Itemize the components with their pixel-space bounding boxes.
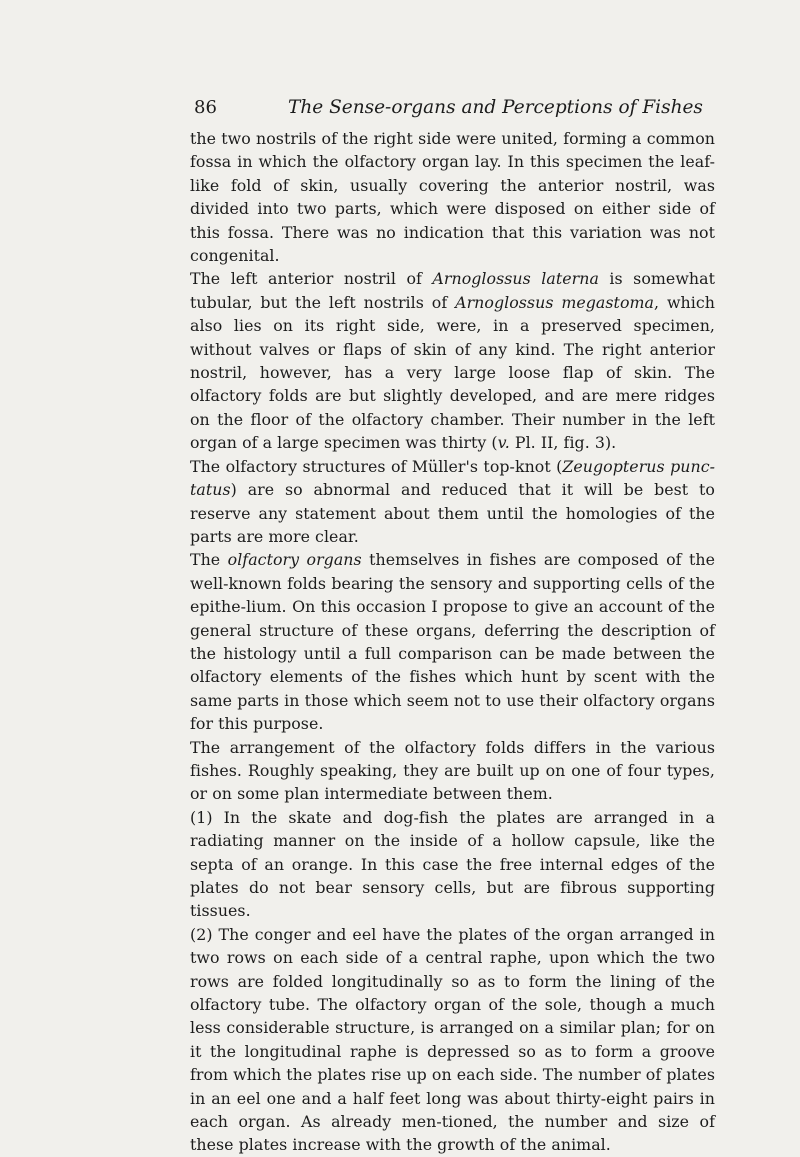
page-number: 86 (194, 97, 217, 118)
paragraph-2 (190, 267, 715, 454)
paragraph-1: the two nostrils of the right side were united, forming a common fossa in which the olfactory organ lay. In this specimen the leaf-like fold of skin, usually covering the anterior nostril, was divided into two parts, which were disposed on either side of this fossa. There was no indication that this variation was not congenital. (190, 129, 715, 266)
p2-text-c: , which also lies on its right side, were, in a preserved specimen, without valves or flaps of skin of any kind. The right anterior nostril, however, has a very large loose flap of skin. The olfactory folds are but slightly developed, and are mere ridges on the floor of the olfactory chamber. Their number in the left organ of a large specimen was thirty ( (190, 292, 715, 453)
page-header (190, 95, 715, 127)
paragraph-4 (190, 548, 715, 735)
p2-text-b: is somewhat tubular, but the left nostrils of (190, 269, 715, 312)
p3-text-b: ) are so abnormal and reduced that it will be best to reserve any statement about them until the homologies of the parts are more clear. (190, 480, 715, 546)
species-arnoglossus-laterna: Arnoglossus laterna (432, 269, 599, 289)
species-arnoglossus-megastoma: Arnoglossus megastoma (455, 292, 655, 312)
body-text (190, 127, 715, 1157)
p4-text-b: themselves in fishes are composed of the well-known folds bearing the sensory and supporting cells of the epithe-lium. On this occasion I propose to give an account of the general structure of these organs, deferring the description of the histology until a full comparison can be made between the olfactory elements of the fishes which hunt by scent with the same parts in those which seem not to use their olfactory organs for this purpose. (190, 550, 716, 734)
p2-text-d: Pl. II, fig. 3). (509, 433, 617, 453)
paragraph-5: The arrangement of the olfactory folds differs in the various fishes. Roughly speaking, they are built up on one of four types, or on some plan intermediate between them. (190, 737, 715, 804)
book-page (190, 95, 715, 1157)
vide-abbrev: v. (497, 433, 510, 453)
p4-text-a: The (190, 550, 228, 570)
term-olfactory-organs: olfactory organs (227, 550, 362, 570)
p3-text-a: The olfactory structures of Müller's top-knot ( (190, 456, 563, 476)
species-zeugopterus-punctatus: Zeugopterus punc-tatus (190, 456, 715, 500)
paragraph-6: (1) In the skate and dog-fish the plates are arranged in a radiating manner on the inside of a hollow capsule, like the septa of an orange. In this case the free internal edges of the plates do not bear sensory cells, but are fibrous supporting tissues. (190, 807, 715, 921)
paragraph-3 (190, 455, 715, 549)
running-title: The Sense-organs and Perceptions of Fishes (288, 97, 703, 118)
p2-text-a: The left anterior nostril of (190, 269, 433, 289)
paragraph-7: (2) The conger and eel have the plates of the organ arranged in two rows on each side of a central raphe, upon which the two rows are folded longitudinally so as to form the lining of the olfactory tube. The olfactory organ of the sole, though a much less considerable structure, is arranged on a similar plan; for on it the longitudinal raphe is depressed so as to form a groove from which the plates rise up on each side. The number of plates in an eel one and a half feet long was about thirty-eight pairs in each organ. As already men-tioned, the number and size of these plates increase with the growth of the animal. (190, 924, 715, 1155)
